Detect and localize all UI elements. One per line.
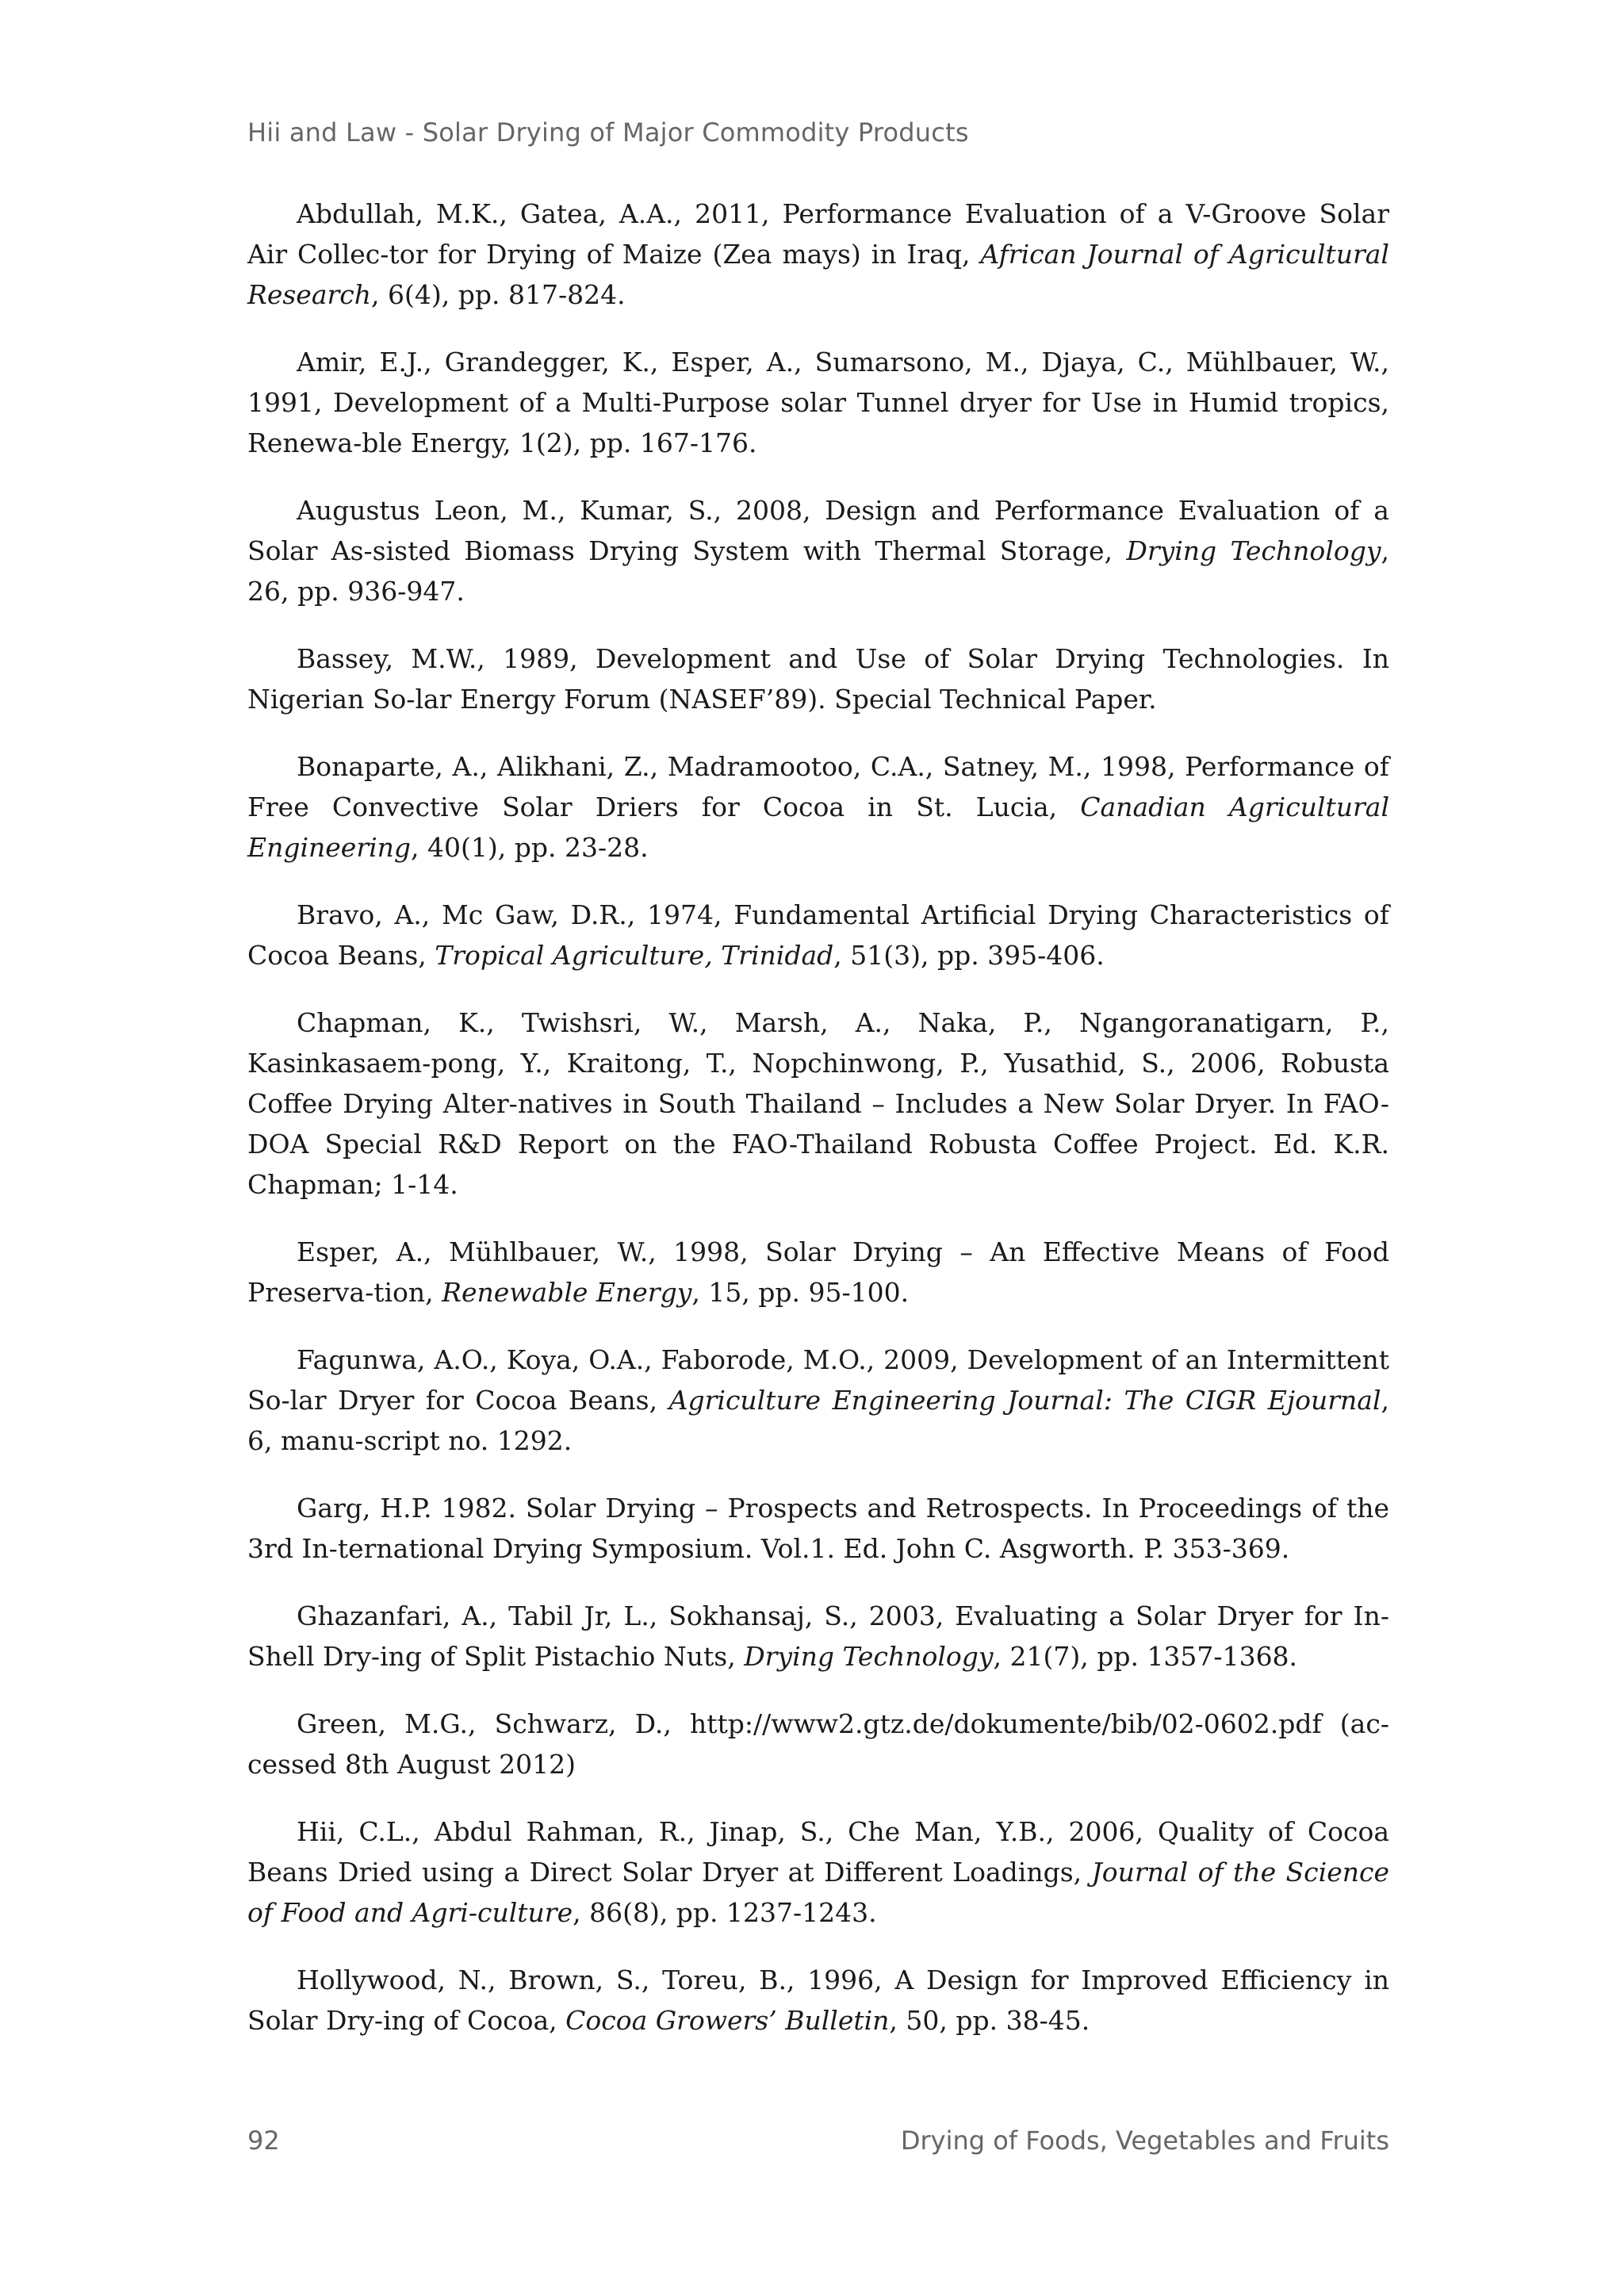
reference-text: Ghazanfari, A., Tabil Jr, L., Sokhansaj, S., 2003, Evaluating a Solar Dryer for In-Shell Dry-ing of Split Pistachio Nuts, — [247, 1600, 1389, 1672]
reference-text: Augustus Leon, M., Kumar, S., 2008, Design and Performance Evaluation of a Solar As-sisted Biomass Drying System with Thermal Storage, — [247, 495, 1389, 566]
page-number: 92 — [247, 2125, 280, 2156]
reference-entry — [247, 1232, 1389, 1313]
reference-entry — [247, 895, 1389, 976]
reference-entry — [247, 1960, 1389, 2041]
reference-entry — [247, 1596, 1389, 1677]
reference-text: Bassey, M.W., 1989, Development and Use of Solar Drying Technologies. In Nigerian So-lar Energy Forum (NASEF’89). Special Technical Paper. — [247, 643, 1389, 715]
reference-text: Garg, H.P. 1982. Solar Drying – Prospects and Retrospects. In Proceedings of the 3rd In-ternational Drying Symposium. Vol.1. Ed. John C. Asgworth. P. 353-369. — [247, 1493, 1389, 1564]
reference-entry — [247, 1002, 1389, 1205]
reference-details: , 6, manu-script no. 1292. — [247, 1385, 1390, 1456]
reference-entry — [247, 1704, 1389, 1784]
reference-details: , 21(7), pp. 1357-1368. — [993, 1641, 1298, 1672]
reference-entry — [247, 342, 1389, 463]
reference-text: Fagunwa, A.O., Koya, O.A., Faborode, M.O., 2009, Development of an Intermittent So-lar Dryer for Cocoa Beans, — [247, 1344, 1389, 1416]
reference-entry — [247, 490, 1389, 611]
running-header: Hii and Law - Solar Drying of Major Commodity Products — [247, 117, 969, 148]
reference-details: , 26, pp. 936-947. — [247, 535, 1389, 607]
reference-journal: Journal of the Science of Food and Agri-culture — [247, 1857, 1389, 1928]
reference-entry — [247, 746, 1389, 868]
footer-book-title: Drying of Foods, Vegetables and Fruits — [900, 2125, 1389, 2156]
reference-text: Bravo, A., Mc Gaw, D.R., 1974, Fundamental Artificial Drying Characteristics of Cocoa Beans, — [247, 899, 1389, 971]
reference-text: Chapman, K., Twishsri, W., Marsh, A., Naka, P., Ngangoranatigarn, P., Kasinkasaem-pong, Y., Kraitong, T., Nopchinwong, P., Yusathid, S., 2006, Robusta Coffee Drying Alter-natives in South Thailand – Includes a New Solar Dryer. In FAO-DOA Special R&D Report on the FAO-Thailand Robusta Coffee Project. Ed. K.R. Chapman; 1-14. — [247, 1007, 1389, 1200]
reference-entry — [247, 638, 1389, 719]
reference-details: , 40(1), pp. 23-28. — [411, 832, 649, 863]
reference-journal: Agriculture Engineering Journal: The CIGR Ejournal — [668, 1385, 1381, 1416]
reference-entry — [247, 1488, 1389, 1569]
reference-list — [247, 194, 1389, 2068]
reference-journal: Tropical Agriculture, Trinidad — [435, 940, 834, 971]
reference-text: Amir, E.J., Grandegger, K., Esper, A., Sumarsono, M., Djaya, C., Mühlbauer, W., 1991, Development of a Multi-Purpose solar Tunnel dryer for Use in Humid tropics, Renewa-ble Energy, 1(2), pp. 167-176. — [247, 347, 1389, 458]
reference-journal: Drying Technology — [744, 1641, 994, 1672]
reference-text: Hollywood, N., Brown, S., Toreu, B., 1996, A Design for Improved Efficiency in Solar Dry-ing of Cocoa, — [247, 1964, 1389, 2036]
reference-journal: Renewable Energy — [442, 1277, 692, 1308]
reference-text: Esper, A., Mühlbauer, W., 1998, Solar Drying – An Effective Means of Food Preserva-tion, — [247, 1236, 1389, 1308]
reference-text: Bonaparte, A., Alikhani, Z., Madramootoo, C.A., Satney, M., 1998, Performance of Free Convective Solar Driers for Cocoa in St. Lucia, — [247, 751, 1389, 822]
reference-details: , 6(4), pp. 817-824. — [371, 279, 626, 310]
reference-entry — [247, 194, 1389, 315]
reference-entry — [247, 1340, 1389, 1461]
reference-text: Abdullah, M.K., Gatea, A.A., 2011, Performance Evaluation of a V-Groove Solar Air Collec-tor for Drying of Maize (Zea mays) in Iraq, — [247, 198, 1389, 270]
reference-journal: Canadian Agricultural Engineering — [247, 792, 1389, 863]
reference-journal: Cocoa Growers’ Bulletin — [565, 2005, 890, 2036]
reference-details: , 15, pp. 95-100. — [691, 1277, 910, 1308]
reference-details: , 51(3), pp. 395-406. — [833, 940, 1105, 971]
reference-details: , 86(8), pp. 1237-1243. — [573, 1897, 877, 1928]
reference-details: , 50, pp. 38-45. — [889, 2005, 1090, 2036]
reference-journal: Drying Technology — [1126, 535, 1381, 566]
reference-text: Green, M.G., Schwarz, D., http://www2.gtz.de/dokumente/bib/02-0602.pdf (ac-cessed 8th August 2012) — [247, 1708, 1389, 1780]
reference-journal: African Journal of Agricultural Research — [247, 239, 1389, 310]
reference-text: Hii, C.L., Abdul Rahman, R., Jinap, S., Che Man, Y.B., 2006, Quality of Cocoa Beans Dried using a Direct Solar Dryer at Different Loadings, — [247, 1816, 1389, 1888]
reference-entry — [247, 1811, 1389, 1933]
